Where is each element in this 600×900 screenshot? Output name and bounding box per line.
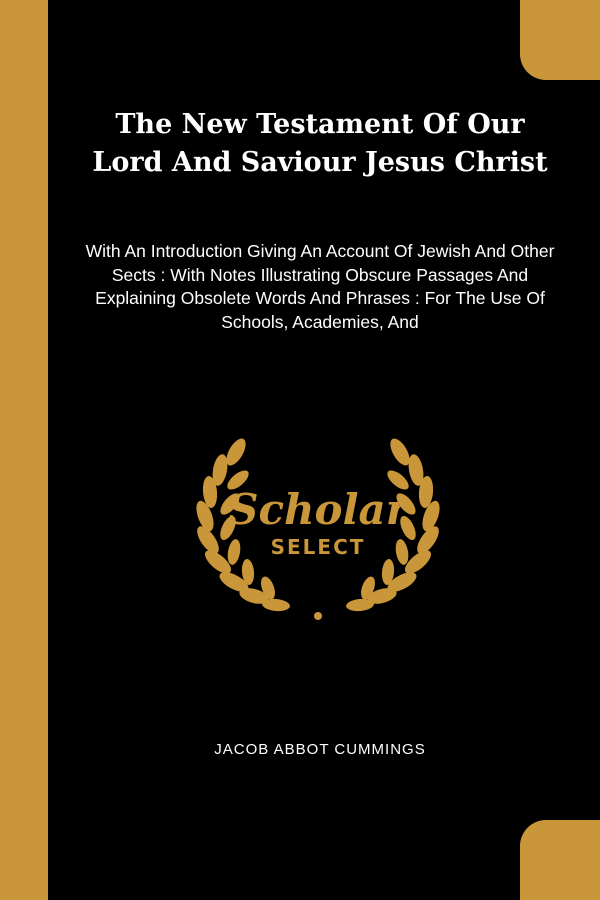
gold-corner-top-right <box>520 0 600 80</box>
book-title: The New Testament Of Our Lord And Saviour Jesus Christ <box>92 109 548 178</box>
seal-dot <box>314 612 322 620</box>
scholar-select-seal <box>178 430 458 630</box>
gold-spine-band <box>0 0 48 900</box>
seal-caps-text: SELECT <box>270 535 366 559</box>
book-author: JACOB ABBOT CUMMINGS <box>214 741 426 758</box>
book-subtitle: With An Introduction Giving An Account Of Jewish And Other Sects : With Notes Illustrating Obscure Passages And Explaining Obsolete Words And Phrases : For The Use Of Schools, Academies, And <box>85 241 555 332</box>
gold-corner-bottom-right <box>520 820 600 900</box>
seal-script-text: Scholar <box>228 485 408 534</box>
